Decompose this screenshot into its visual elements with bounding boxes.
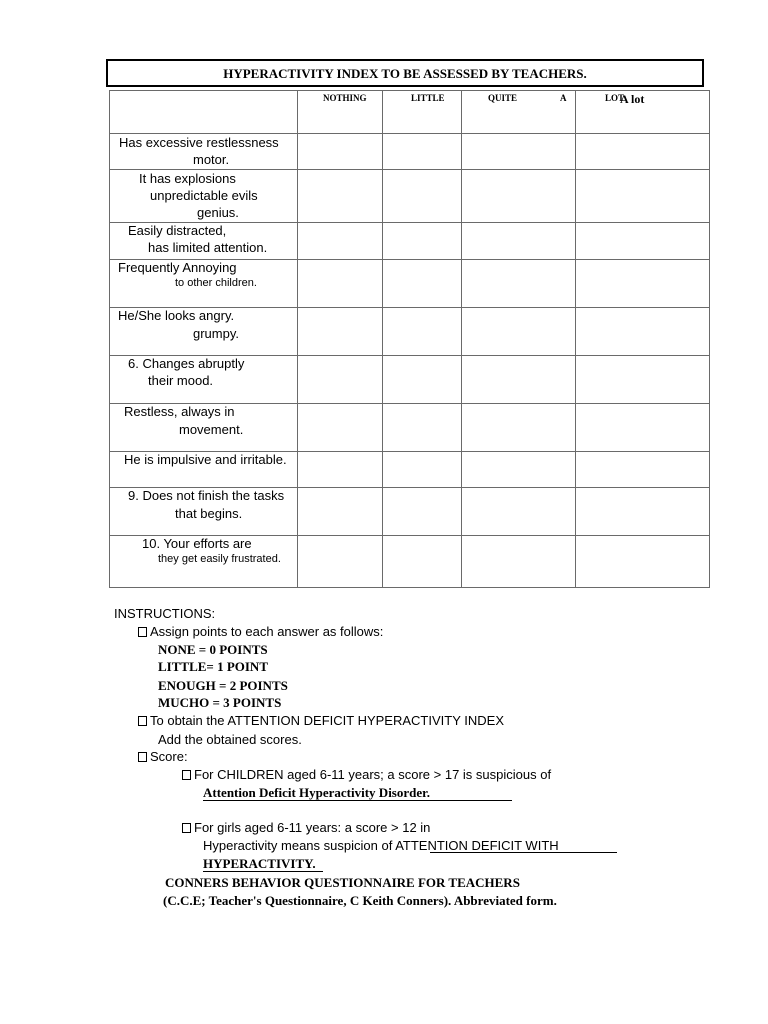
item-text-line: they get easily frustrated. (158, 553, 281, 565)
item-text-line: has limited attention. (148, 240, 268, 255)
answer-cell[interactable] (462, 488, 576, 536)
table-row (110, 223, 710, 260)
instructions-section (114, 605, 714, 925)
table-row (110, 308, 710, 356)
answer-cell[interactable] (462, 404, 576, 452)
conners-title: CONNERS BEHAVIOR QUESTIONNAIRE FOR TEACHERS (165, 875, 520, 890)
header-quite-label: QUITE (488, 93, 518, 103)
item-cell (110, 260, 298, 308)
adhd-underline (203, 800, 512, 801)
answer-cell[interactable] (298, 488, 383, 536)
answer-cell[interactable] (298, 356, 383, 404)
instruction-add: Add the obtained scores. (158, 732, 302, 747)
instruction-assign-text: Assign points to each answer as follows: (150, 624, 384, 639)
adhd-label: Attention Deficit Hyperactivity Disorder. (203, 785, 430, 800)
answer-cell[interactable] (576, 404, 710, 452)
table-row (110, 452, 710, 488)
header-blank-cell (110, 91, 298, 134)
header-a-lot (576, 91, 710, 134)
points-enough: ENOUGH = 2 POINTS (158, 678, 288, 693)
answer-cell[interactable] (576, 223, 710, 260)
answer-cell[interactable] (462, 260, 576, 308)
item-text-line: It has explosions (139, 171, 236, 186)
answer-cell[interactable] (298, 404, 383, 452)
item-text-line: 9. Does not finish the tasks (128, 488, 285, 503)
header-a-label: A (560, 93, 567, 103)
answer-cell[interactable] (576, 452, 710, 488)
answer-cell[interactable] (298, 308, 383, 356)
item-text-line: 10. Your efforts are (142, 536, 252, 551)
header-nothing (298, 91, 383, 134)
item-cell (110, 404, 298, 452)
answer-cell[interactable] (462, 134, 576, 170)
answer-cell[interactable] (576, 134, 710, 170)
points-none: NONE = 0 POINTS (158, 642, 268, 657)
item-cell (110, 223, 298, 260)
item-text-line: Frequently Annoying (118, 260, 237, 275)
instruction-assign (138, 624, 383, 639)
item-text-line: genius. (197, 205, 239, 220)
item-text-line: unpredictable evils (150, 188, 258, 203)
item-text-line: motor. (193, 152, 230, 167)
answer-cell[interactable] (383, 260, 462, 308)
table-row (110, 404, 710, 452)
answer-cell[interactable] (298, 452, 383, 488)
answer-cell[interactable] (383, 452, 462, 488)
answer-cell[interactable] (576, 356, 710, 404)
item-cell (110, 536, 298, 588)
answer-cell[interactable] (576, 170, 710, 223)
answer-cell[interactable] (462, 356, 576, 404)
item-cell (110, 134, 298, 170)
score-children (182, 767, 551, 782)
answer-cell[interactable] (383, 356, 462, 404)
bullet-icon (182, 770, 191, 780)
points-mucho: MUCHO = 3 POINTS (158, 695, 282, 710)
answer-cell[interactable] (383, 404, 462, 452)
instruction-obtain-text: To obtain the ATTENTION DEFICIT HYPERACTIVITY INDEX (150, 713, 504, 728)
header-little (383, 91, 462, 134)
answer-cell[interactable] (298, 536, 383, 588)
hyperactivity-means: Hyperactivity means suspicion of ATTENTION DEFICIT WITH (203, 838, 559, 853)
answer-cell[interactable] (462, 452, 576, 488)
instruction-score-text: Score: (150, 749, 188, 764)
item-text-line: Has excessive restlessness (119, 135, 279, 150)
header-little-label: LITTLE (411, 93, 445, 103)
points-little: LITTLE= 1 POINT (158, 659, 268, 674)
answer-cell[interactable] (383, 536, 462, 588)
item-text-line: to other children. (175, 277, 257, 289)
score-girls-text: For girls aged 6-11 years: a score > 12 in (194, 820, 431, 835)
instructions-heading: INSTRUCTIONS: (114, 606, 216, 621)
item-text-line: Easily distracted, (128, 223, 227, 238)
header-a-lot-label: A lot (620, 92, 645, 106)
item-cell (110, 308, 298, 356)
hyperactivity-label: HYPERACTIVITY. (203, 856, 316, 871)
item-cell (110, 488, 298, 536)
score-children-text: For CHILDREN aged 6-11 years; a score > 17 is suspicious of (194, 767, 552, 782)
header-lot-label: LOT (605, 93, 625, 103)
table-row (110, 260, 710, 308)
bullet-icon (138, 752, 147, 762)
item-cell (110, 356, 298, 404)
answer-cell[interactable] (383, 223, 462, 260)
answer-cell[interactable] (383, 134, 462, 170)
rating-table (109, 90, 710, 588)
bullet-icon (138, 627, 147, 637)
item-text-line: He is impulsive and irritable. (124, 452, 287, 467)
answer-cell[interactable] (298, 260, 383, 308)
header-quite-a (462, 91, 576, 134)
answer-cell[interactable] (298, 134, 383, 170)
score-girls (182, 820, 430, 835)
answer-cell[interactable] (462, 170, 576, 223)
item-text-line: He/She looks angry. (118, 308, 235, 323)
item-text-line: movement. (179, 422, 244, 437)
table-row (110, 170, 710, 223)
answer-cell[interactable] (462, 223, 576, 260)
table-row (110, 488, 710, 536)
item-cell (110, 452, 298, 488)
answer-cell[interactable] (383, 488, 462, 536)
instruction-obtain (138, 713, 504, 728)
table-row (110, 356, 710, 404)
hyper-means-underline (430, 852, 617, 853)
answer-cell[interactable] (576, 488, 710, 536)
table-row (110, 134, 710, 170)
answer-cell[interactable] (383, 170, 462, 223)
item-text-line: that begins. (175, 506, 243, 521)
answer-cell[interactable] (462, 536, 576, 588)
bullet-icon (182, 823, 191, 833)
answer-cell[interactable] (383, 308, 462, 356)
answer-cell[interactable] (298, 223, 383, 260)
answer-cell[interactable] (462, 308, 576, 356)
instruction-score (138, 749, 188, 764)
answer-cell[interactable] (576, 308, 710, 356)
answer-cell[interactable] (576, 536, 710, 588)
form-title: HYPERACTIVITY INDEX TO BE ASSESSED BY TEACHERS. (106, 59, 704, 87)
hyperactivity-underline (203, 871, 323, 872)
answer-cell[interactable] (576, 260, 710, 308)
item-text-line: 6. Changes abruptly (128, 356, 245, 371)
header-nothing-label: NOTHING (323, 93, 367, 103)
item-text-line: their mood. (148, 373, 214, 388)
item-text-line: grumpy. (193, 326, 239, 341)
bullet-icon (138, 716, 147, 726)
table-row (110, 536, 710, 588)
answer-cell[interactable] (298, 170, 383, 223)
item-cell (110, 170, 298, 223)
table-header-row (110, 91, 710, 134)
conners-citation: (C.C.E; Teacher's Questionnaire, C Keith Conners). Abbreviated form. (163, 893, 557, 908)
item-text-line: Restless, always in (124, 404, 235, 419)
